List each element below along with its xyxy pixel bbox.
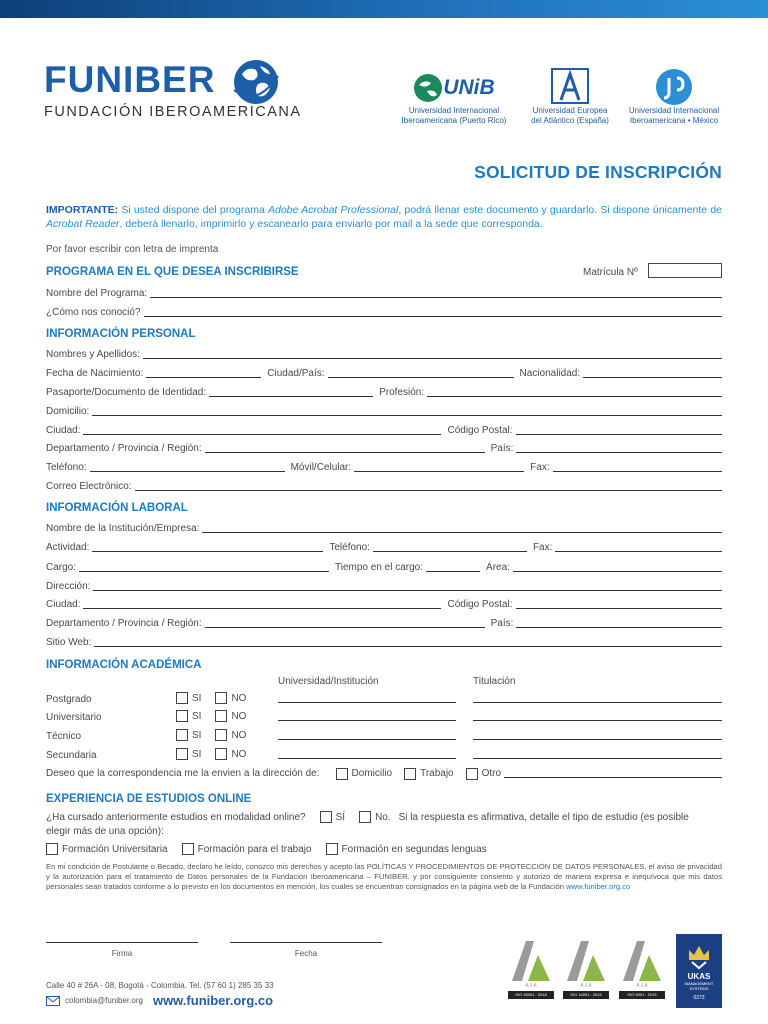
online-no-label: No.	[375, 811, 391, 823]
partner-unini	[622, 68, 726, 126]
opt-trabajo-label: Formación para el trabajo	[197, 843, 312, 855]
unini-logo-icon	[655, 68, 693, 106]
pasaporte-label: Pasaporte/Documento de Identidad:	[46, 387, 207, 398]
academic-no-checkbox[interactable]	[215, 748, 227, 760]
nombres-field[interactable]	[143, 358, 722, 359]
opt-lenguas-checkbox[interactable]	[326, 843, 338, 855]
laboral-departamento-label: Departamento / Provincia / Región:	[46, 618, 202, 629]
uneatlantico-logo-icon	[551, 68, 589, 104]
email-icon	[46, 996, 60, 1006]
ciudad-field[interactable]	[83, 434, 441, 435]
unini-line2: Iberoamericana • México	[629, 116, 719, 125]
row-laboral-departamento	[46, 616, 722, 630]
profesion-field[interactable]	[427, 396, 722, 397]
legal-link[interactable]: www.funiber.org.co	[566, 882, 631, 891]
row-correspondencia	[46, 767, 722, 780]
institucion-field[interactable]	[202, 532, 722, 533]
trabajo-checkbox[interactable]	[404, 768, 416, 780]
nacionalidad-field[interactable]	[583, 377, 722, 378]
academic-no-label: NO	[231, 729, 247, 741]
correspondencia-label: Deseo que la correspondencia me la envien a la dirección de:	[46, 768, 320, 779]
academic-si-label: SI	[192, 710, 202, 722]
laboral-ciudad-field[interactable]	[83, 608, 441, 609]
print-hint: Por favor escribir con letra de imprenta	[46, 244, 219, 255]
logo-subtitle: FUNDACIÓN IBEROAMERICANA	[44, 104, 302, 120]
academic-si-label: SI	[192, 729, 202, 741]
online-question: ¿Ha cursado anteriormente estudios en modalidad online?	[46, 811, 306, 823]
domicilio-option-label: Domicilio	[351, 768, 393, 779]
domicilio-field[interactable]	[92, 415, 722, 416]
ciudad-pais-field[interactable]	[328, 377, 514, 378]
academic-titulacion-field[interactable]	[473, 702, 722, 703]
cert-iso45001	[508, 935, 554, 999]
row-programa-nombre	[46, 286, 722, 300]
laboral-fax-label: Fax:	[532, 542, 553, 553]
uneatlantico-line1: Universidad Europea	[532, 106, 608, 115]
laboral-telefono-label: Teléfono:	[329, 542, 370, 553]
cert-iso45001-label: ISO 45001 : 2018	[508, 991, 554, 999]
academic-no-checkbox[interactable]	[215, 729, 227, 741]
academic-no-label: NO	[231, 710, 247, 722]
opt-trabajo-checkbox[interactable]	[182, 843, 194, 855]
academic-no-label: NO	[231, 748, 247, 760]
academic-no-label: NO	[231, 692, 247, 704]
institucion-label: Nombre de la Institución/Empresa:	[46, 523, 200, 534]
fax-field[interactable]	[553, 471, 722, 472]
aja-cert-icon	[508, 935, 554, 991]
cert-iso9001	[619, 935, 665, 999]
row-pasaporte	[46, 385, 722, 399]
academic-si-checkbox[interactable]	[176, 748, 188, 760]
programa-nombre-label: Nombre del Programa:	[46, 288, 148, 299]
actividad-field[interactable]	[92, 551, 323, 552]
correo-label: Correo Electrónico:	[46, 481, 132, 492]
ukas-num: 0273	[693, 995, 705, 1001]
academic-si-checkbox[interactable]	[176, 710, 188, 722]
cert-iso9001-label: ISO 9001 : 2015	[619, 991, 665, 999]
cargo-field[interactable]	[79, 571, 329, 572]
academic-si-checkbox[interactable]	[176, 729, 188, 741]
academic-level-label: Postgrado	[46, 694, 92, 705]
row-online-options	[46, 843, 487, 855]
online-question-2: elegir más de una opción):	[46, 826, 164, 837]
academic-universidad-field[interactable]	[278, 720, 456, 721]
tiempo-field[interactable]	[426, 571, 480, 572]
nacionalidad-label: Nacionalidad:	[519, 368, 581, 379]
academic-no-checkbox[interactable]	[215, 710, 227, 722]
aja-cert-icon	[619, 935, 665, 991]
cert-iso14001	[563, 935, 609, 999]
svg-text:A J A: A J A	[525, 983, 537, 989]
row-ciudad	[46, 423, 722, 437]
row-institucion	[46, 521, 722, 535]
important-text-2: , podrá llenar este documento y guardarlo. Si dispone únicamente de	[398, 204, 722, 216]
academic-level-label: Secundaria	[46, 750, 97, 761]
partner-uneatlantico	[522, 68, 618, 126]
area-label: Área:	[486, 562, 510, 573]
academic-universidad-field[interactable]	[278, 739, 456, 740]
row-correo	[46, 479, 722, 493]
col-universidad: Universidad/Institución	[278, 676, 379, 687]
academic-si-checkbox[interactable]	[176, 692, 188, 704]
academic-level-label: Universitario	[46, 712, 102, 723]
matricula-label: Matrícula Nº	[583, 267, 638, 278]
sitio-label: Sitio Web:	[46, 637, 92, 648]
section-laboral: INFORMACIÓN LABORAL	[46, 502, 188, 514]
uneatlantico-line2: del Atlántico (España)	[531, 116, 609, 125]
laboral-cp-field[interactable]	[516, 608, 722, 609]
laboral-fax-field[interactable]	[555, 551, 722, 552]
telefono-label: Teléfono:	[46, 462, 87, 473]
partner-unib	[398, 70, 510, 126]
section-personal: INFORMACIÓN PERSONAL	[46, 328, 196, 340]
svg-text:A J A: A J A	[636, 983, 648, 989]
form-title: SOLICITUD DE INSCRIPCIÓN	[474, 162, 722, 182]
important-prog-2: Acrobat Reader	[46, 217, 120, 230]
row-fecha	[46, 366, 722, 380]
footer-address: Calle 40 # 26A - 08, Bogotá - Colombia. Tel. (57 60 1) 285 35 33	[46, 981, 274, 990]
laboral-departamento-field[interactable]	[205, 627, 485, 628]
opt-lenguas-label: Formación en segundas lenguas	[341, 843, 487, 855]
row-departamento	[46, 441, 722, 455]
matricula-input[interactable]	[648, 263, 722, 278]
area-field[interactable]	[513, 571, 722, 572]
academic-no-checkbox[interactable]	[215, 692, 227, 704]
footer-email[interactable]: colombia@funiber.org	[65, 996, 143, 1005]
laboral-cp-label: Código Postal:	[447, 599, 513, 610]
row-direccion	[46, 579, 722, 593]
codigo-postal-field[interactable]	[516, 434, 722, 435]
legal-text	[46, 862, 722, 892]
pais-label: País:	[490, 443, 514, 454]
actividad-label: Actividad:	[46, 542, 90, 553]
online-si-checkbox[interactable]	[320, 811, 332, 823]
signature-firma[interactable]: Firma	[46, 942, 198, 958]
ciudad-pais-label: Ciudad/País:	[267, 368, 325, 379]
fecha-label: Fecha de Nacimiento:	[46, 368, 144, 379]
footer-web[interactable]: www.funiber.org.co	[152, 993, 274, 1008]
como-field[interactable]	[144, 316, 723, 317]
laboral-pais-field[interactable]	[516, 627, 722, 628]
opt-universitaria-label: Formación Universitaria	[62, 843, 168, 855]
programa-nombre-field[interactable]	[150, 297, 722, 298]
ukas-label: UKAS	[687, 972, 711, 981]
academic-si-label: SI	[192, 748, 202, 760]
departamento-label: Departamento / Provincia / Región:	[46, 443, 202, 454]
academic-si-group	[176, 692, 246, 704]
ukas-badge	[676, 934, 722, 1008]
academic-si-group	[176, 710, 246, 722]
academic-titulacion-field[interactable]	[473, 739, 722, 740]
signature-fecha[interactable]: Fecha	[230, 942, 382, 958]
globe-icon	[230, 56, 282, 108]
cert-iso14001-label: ISO 14001 : 2015	[563, 991, 609, 999]
crown-icon	[684, 940, 714, 970]
academic-universidad-field[interactable]	[278, 702, 456, 703]
domicilio-label: Domicilio:	[46, 406, 90, 417]
row-cargo	[46, 560, 722, 574]
tiempo-label: Tiempo en el cargo:	[335, 562, 424, 573]
unini-line1: Universidad Internacional	[628, 106, 720, 115]
academic-level-label: Técnico	[46, 731, 82, 742]
academic-si-group	[176, 748, 246, 760]
row-nombres	[46, 347, 722, 361]
col-titulacion: Titulación	[473, 676, 516, 687]
unib-line1: Universidad Internacional	[408, 106, 500, 115]
laboral-ciudad-label: Ciudad:	[46, 599, 81, 610]
online-si-label: SÍ	[335, 811, 346, 823]
movil-field[interactable]	[354, 471, 524, 472]
direccion-field[interactable]	[93, 590, 722, 591]
otro-checkbox[interactable]	[466, 768, 478, 780]
opt-universitaria-checkbox[interactable]	[46, 843, 58, 855]
sitio-field[interactable]	[94, 646, 722, 647]
funiber-logo	[44, 59, 302, 120]
profesion-label: Profesión:	[379, 387, 425, 398]
unib-wordmark: UNiB	[443, 76, 495, 99]
academic-si-group	[176, 729, 246, 741]
aja-cert-icon	[563, 935, 609, 991]
important-notice	[46, 204, 722, 231]
footer-contact	[46, 993, 273, 1008]
academic-titulacion-field[interactable]	[473, 720, 722, 721]
top-banner	[0, 0, 768, 18]
row-online-question	[46, 811, 726, 823]
domicilio-checkbox[interactable]	[336, 768, 348, 780]
row-laboral-ciudad	[46, 597, 722, 611]
cargo-label: Cargo:	[46, 562, 77, 573]
row-como	[46, 305, 722, 319]
ciudad-label: Ciudad:	[46, 425, 81, 436]
academic-si-label: SI	[192, 692, 202, 704]
section-academica: INFORMACIÓN ACADÉMICA	[46, 659, 202, 671]
codigo-postal-label: Código Postal:	[447, 425, 513, 436]
direccion-label: Dirección:	[46, 581, 91, 592]
row-actividad	[46, 540, 722, 554]
otro-field[interactable]	[504, 777, 722, 778]
correo-field[interactable]	[135, 490, 722, 491]
section-online: EXPERIENCIA DE ESTUDIOS ONLINE	[46, 793, 252, 805]
unib-line2: Iberoamericana (Puerto Rico)	[401, 116, 507, 125]
telefono-field[interactable]	[90, 471, 285, 472]
online-no-checkbox[interactable]	[359, 811, 371, 823]
logo-wordmark: FUNIBER	[44, 59, 216, 100]
pais-field[interactable]	[516, 452, 722, 453]
important-prog-1: Adobe Acrobat Professional	[268, 204, 399, 216]
movil-label: Móvil/Celular:	[290, 462, 352, 473]
legal-body: En mi condición de Postulante o Becado, declaro he leído, conozco mis derechos y acepto las POLÍTICAS Y PROCEDIMIENTOS DE PROTECCIÓN DE DATOS PERSONALES, el aviso de privacidad y la autorización para el tratamiento de Datos personales de la Fundación Iberoamericana – FUNIBER. y por consiguiente consiento y autorizo de manera expresa e inequívoca que mis datos personales sean tratados conforme a lo previsto en los documentos en mención, los cuales se encuentran consignados en la página web de la Fundación	[46, 862, 722, 891]
fax-label: Fax:	[530, 462, 550, 473]
departamento-field[interactable]	[205, 452, 485, 453]
row-domicilio	[46, 404, 722, 418]
important-label: IMPORTANTE:	[46, 204, 119, 216]
academic-titulacion-field[interactable]	[473, 758, 722, 759]
svg-text:A J A: A J A	[580, 983, 592, 989]
como-label: ¿Cómo nos conoció?	[46, 307, 141, 318]
online-detail: Si la respuesta es afirmativa, detalle el tipo de estudio (es posible	[398, 811, 689, 823]
row-sitio	[46, 635, 722, 649]
unib-globe-icon	[413, 73, 443, 103]
ukas-sub: MANAGEMENT SYSTEMS	[684, 981, 714, 991]
row-telefono	[46, 460, 722, 474]
laboral-pais-label: País:	[490, 618, 514, 629]
laboral-telefono-field[interactable]	[373, 551, 527, 552]
section-programa: PROGRAMA EN EL QUE DESEA INSCRIBIRSE	[46, 266, 299, 278]
otro-option-label: Otro	[481, 768, 502, 779]
important-text-1: Si usted dispone del programa	[118, 204, 268, 216]
nombres-label: Nombres y Apellidos:	[46, 349, 140, 360]
important-text-3: , deberá llenarlo, imprimirlo y escanearlo para enviarlo por mail a la sede que corresponda.	[119, 217, 543, 230]
pasaporte-field[interactable]	[209, 396, 373, 397]
academic-universidad-field[interactable]	[278, 758, 456, 759]
trabajo-option-label: Trabajo	[420, 768, 454, 779]
fecha-field[interactable]	[146, 377, 261, 378]
